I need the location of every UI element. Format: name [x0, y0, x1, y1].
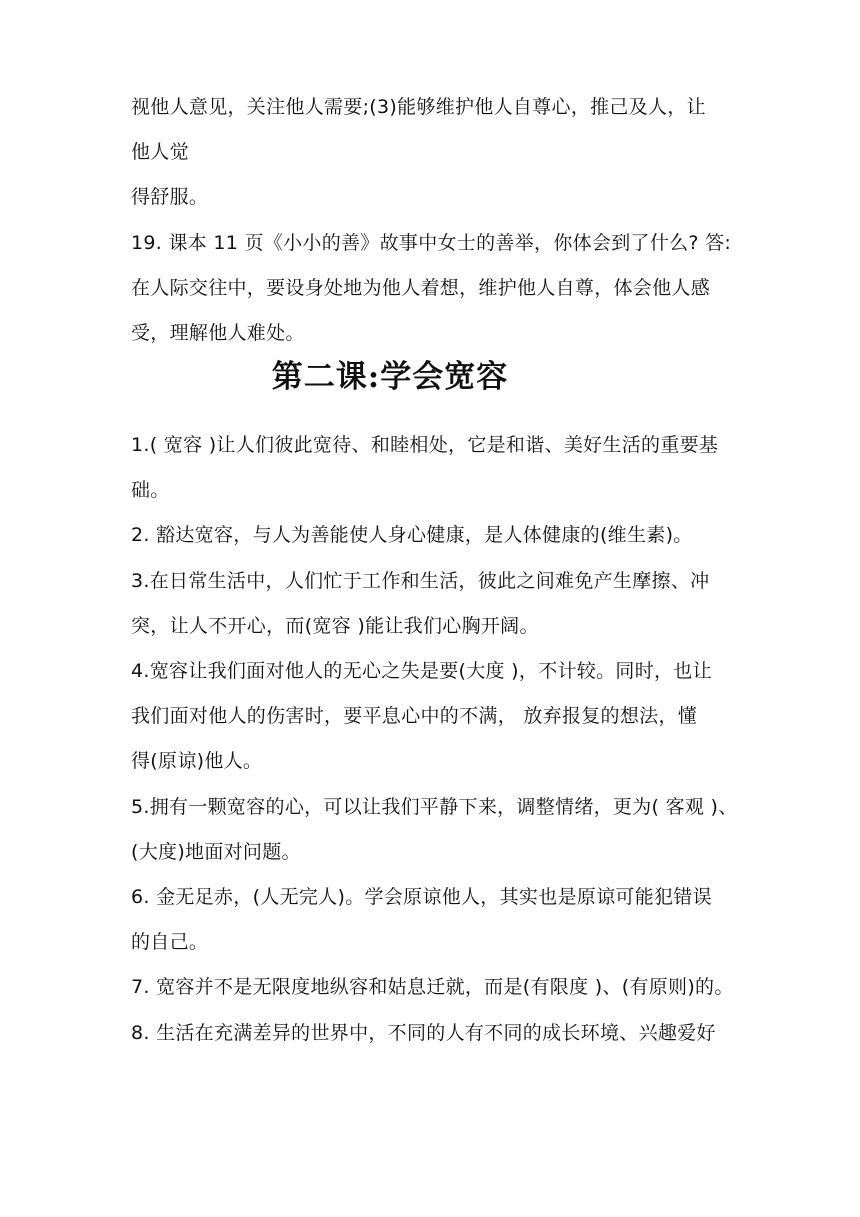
text-line: 19. 课本 11 页《小小的善》故事中女士的善举，你体会到了什么? 答: — [131, 232, 732, 254]
section-title: 第二课:学会宽容 — [271, 359, 509, 395]
text-line: 础。 — [131, 479, 170, 501]
text-line: 在人际交往中，要设身处地为他人着想，维护他人自尊，体会他人感 — [131, 277, 711, 299]
text-line: 他人觉 — [131, 141, 189, 163]
text-line: 4.宽容让我们面对他人的无心之失是要(大度 )，不计较。同时，也让 — [131, 660, 712, 682]
text-line: 得(原谅)他人。 — [131, 750, 263, 772]
text-line: 8. 生活在充满差异的世界中，不同的人有不同的成长环境、兴趣爱好 — [131, 1022, 716, 1044]
text-line: 的自己。 — [131, 931, 209, 953]
text-line: 突，让人不开心，而(宽容 )能让我们心胸开阔。 — [131, 615, 539, 637]
text-line: 3.在日常生活中，人们忙于工作和生活，彼此之间难免产生摩擦、冲 — [131, 570, 710, 592]
text-line: (大度)地面对问题。 — [131, 841, 301, 863]
text-line: 得舒服。 — [131, 186, 209, 208]
text-line: 视他人意见，关注他人需要;(3)能够维护他人自尊心，推己及人，让 — [131, 96, 706, 118]
text-line: 受，理解他人难处。 — [131, 322, 305, 344]
text-line: 5.拥有一颗宽容的心，可以让我们平静下来，调整情绪，更为( 客观 )、 — [131, 796, 738, 818]
text-line: 1.( 宽容 )让人们彼此宽待、和睦相处，它是和谐、美好生活的重要基 — [131, 434, 719, 456]
text-line: 我们面对他人的伤害时，要平息心中的不满， 放弃报复的想法，懂 — [131, 705, 698, 727]
text-line: 7. 宽容并不是无限度地纵容和姑息迁就，而是(有限度 )、(有原则)的。 — [131, 976, 734, 998]
text-line: 2. 豁达宽容，与人为善能使人身心健康，是人体健康的(维生素)。 — [131, 524, 693, 546]
text-line: 6. 金无足赤，(人无完人)。学会原谅他人，其实也是原谅可能犯错误 — [131, 886, 712, 908]
